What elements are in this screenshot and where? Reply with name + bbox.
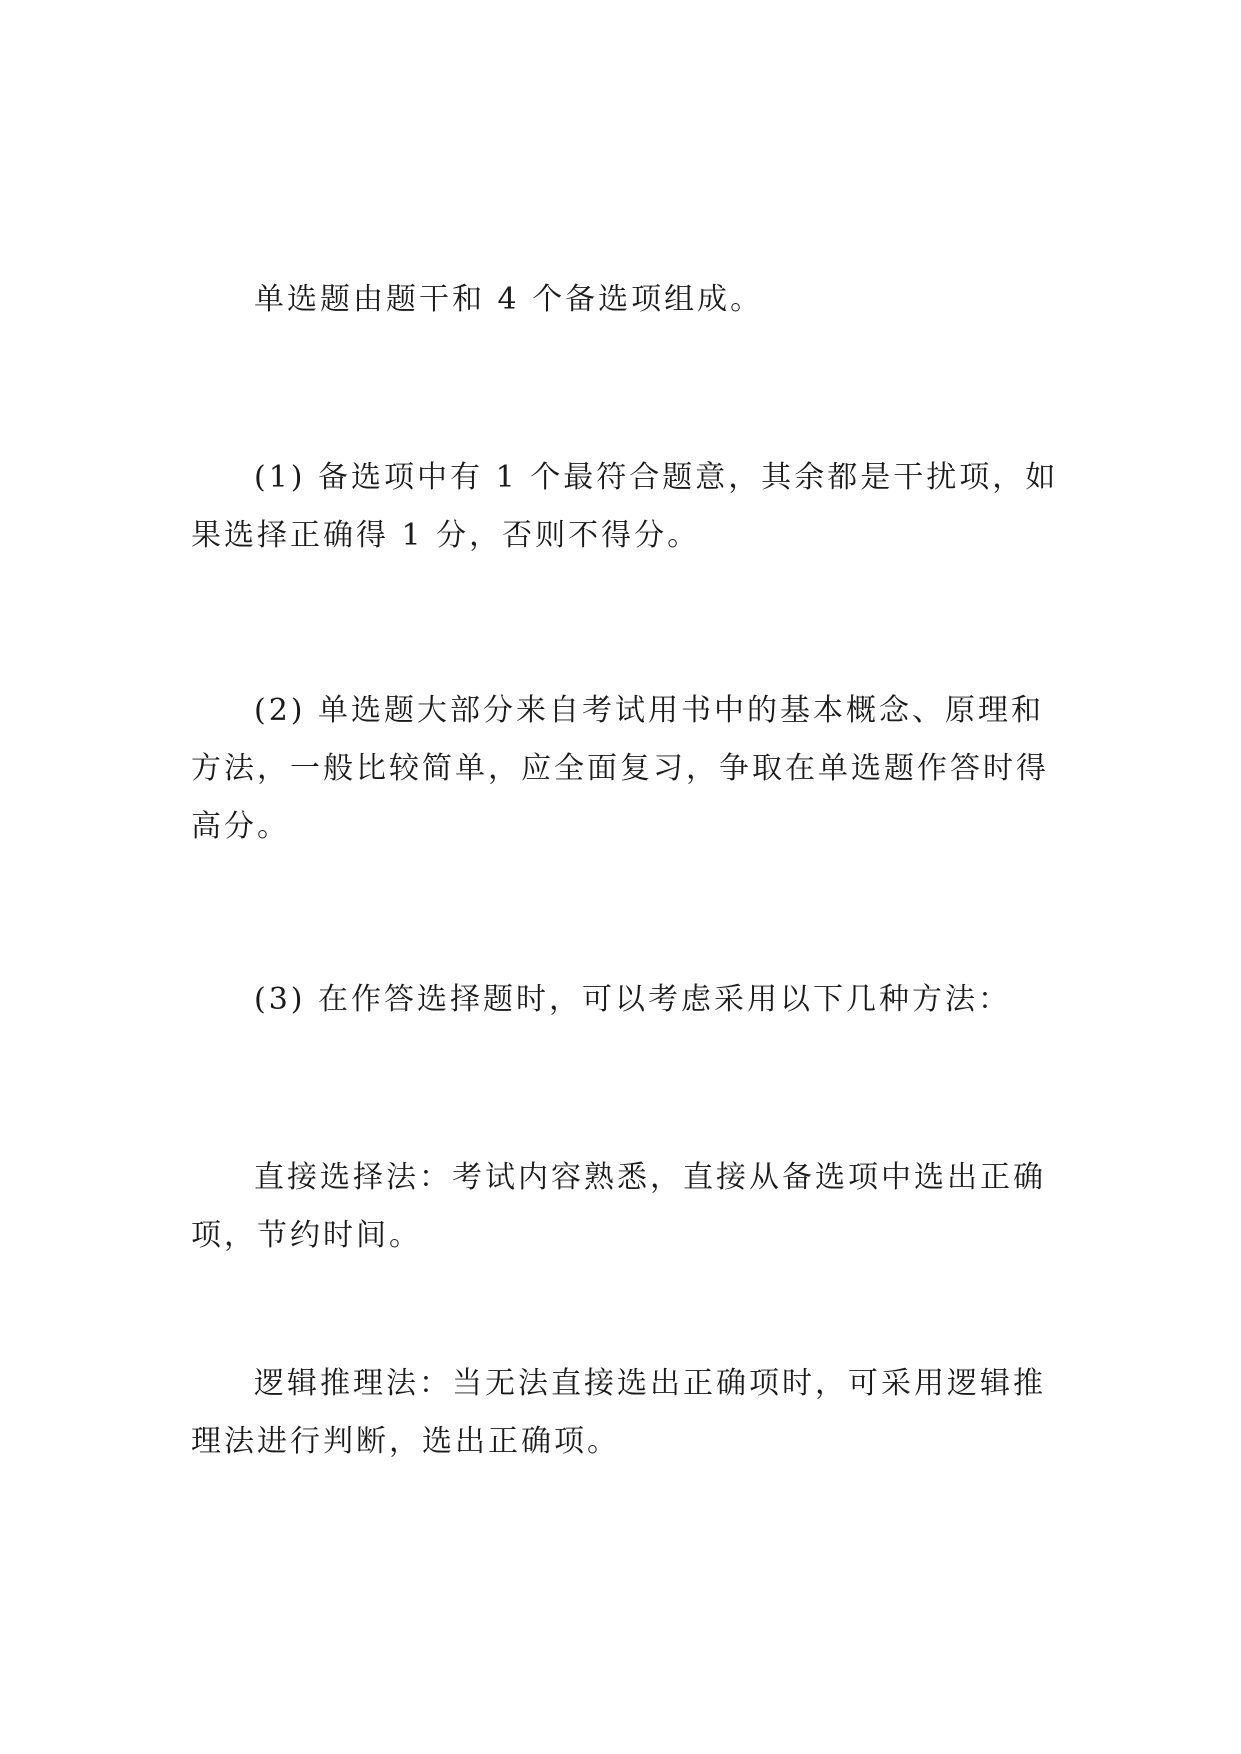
- paragraph-point-2: (2) 单选题大部分来自考试用书中的基本概念、原理和方法，一般比较简单，应全面复习，争取在单选题作答时得高分。: [191, 693, 1049, 844]
- paragraph-point-1: (1) 备选项中有 1 个最符合题意，其余都是干扰项，如果选择正确得 1 分，否则不得分。: [191, 460, 1059, 553]
- paragraph-point-3: (3) 在作答选择题时，可以考虑采用以下几种方法：: [254, 982, 1012, 1017]
- paragraph-direct-method: 直接选择法：考试内容熟悉，直接从备选项中选出正确项，节约时间。: [191, 1160, 1046, 1253]
- paragraph-intro: 单选题由题干和 4 个备选项组成。: [254, 282, 764, 317]
- paragraph-logic-method: 逻辑推理法：当无法直接选出正确项时，可采用逻辑推理法进行判断，选出正确项。: [191, 1366, 1046, 1459]
